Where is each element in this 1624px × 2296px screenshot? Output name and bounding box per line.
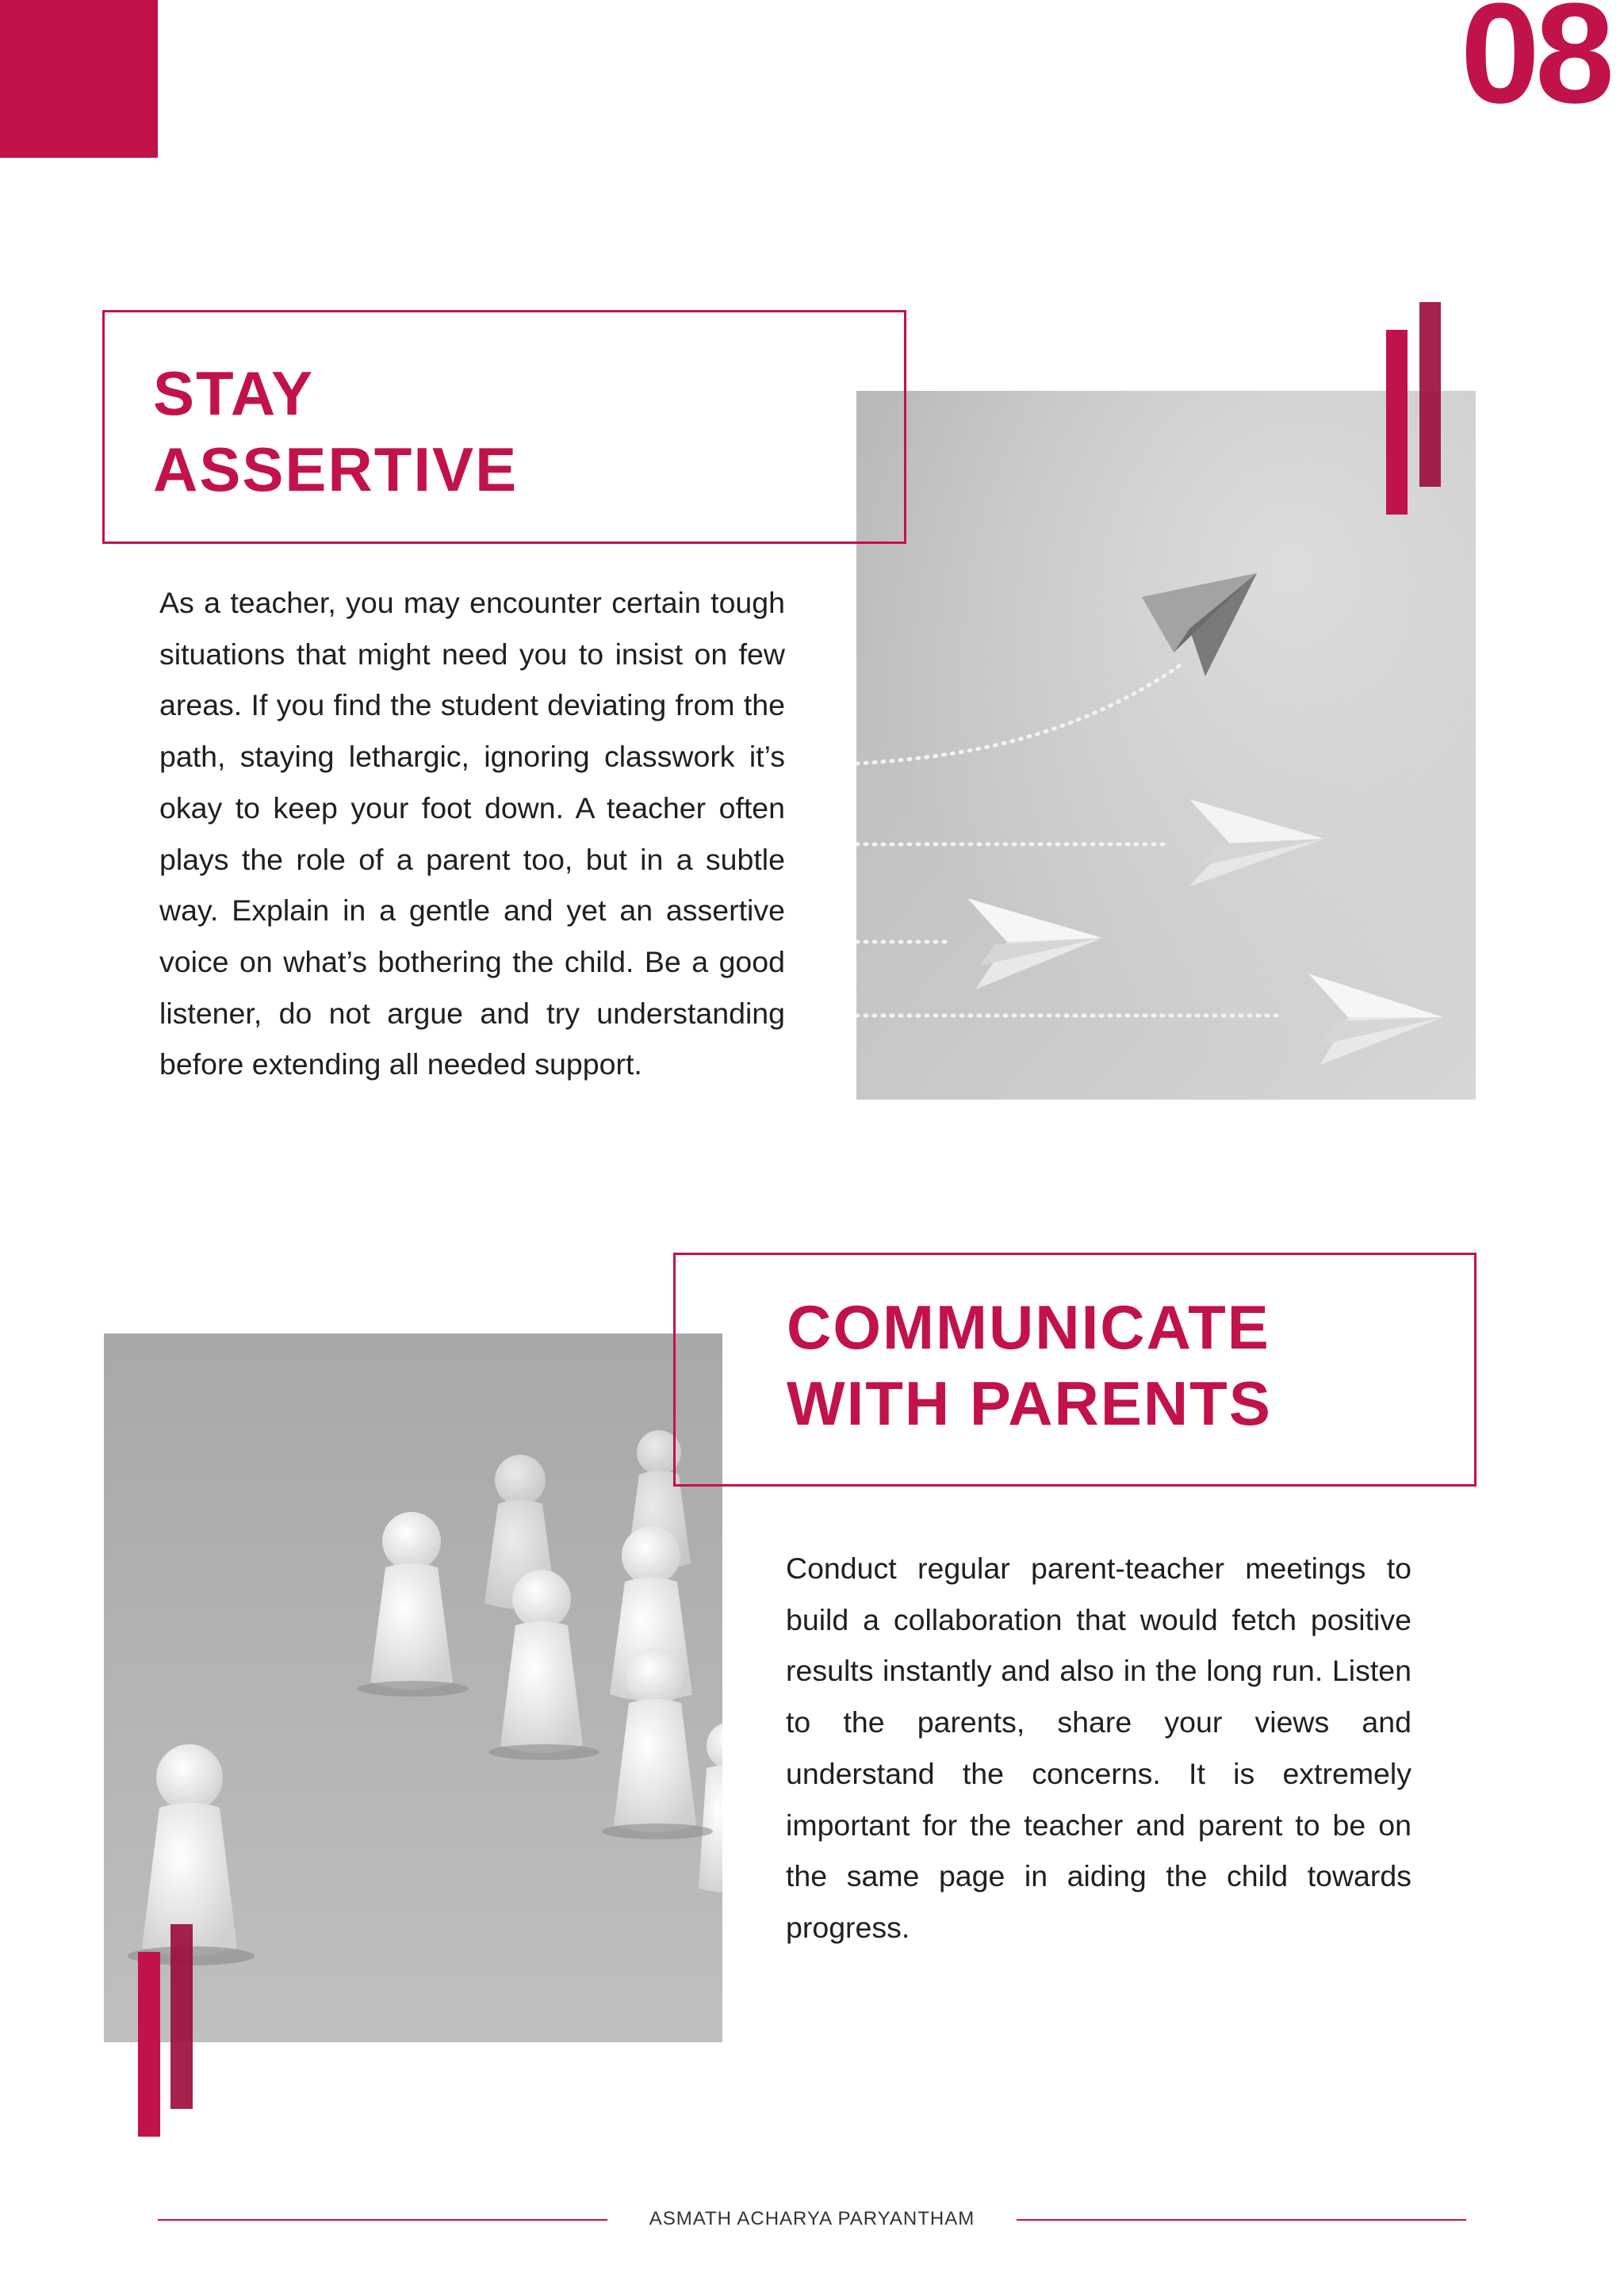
footer-text: ASMATH ACHARYA PARYANTHAM [649, 2208, 975, 2229]
accent-bar [170, 1924, 193, 2109]
accent-bar [138, 1952, 160, 2137]
heading-line: STAY [153, 358, 315, 428]
paper-planes-illustration [856, 391, 1476, 1100]
footer-rule-right [1017, 2219, 1466, 2221]
footer-rule-left [158, 2219, 607, 2221]
heading-line: WITH PARENTS [787, 1368, 1272, 1438]
stay-assertive-body: As a teacher, you may encounter certain tough situations that might need you to insist on few areas. If you find the student deviating from the path, staying lethargic, ignoring classwork it’s okay to keep your foot down. A teacher often plays the role of a parent too, but in a subtle way. Explain in a gentle and yet an assertive voice on what’s bothering the child. Be a good listener, do not argue and try understanding before extending all needed support. [159, 586, 785, 1081]
corner-accent-block [0, 0, 158, 158]
figurines-photo [104, 1334, 722, 2042]
accent-bar [1386, 330, 1408, 515]
communicate-body: Conduct regular parent-teacher meetings to build a collaboration that would fetch positive results instantly and also in the long run. Listen to the parents, share your views and understand the concerns. It is extremely important for the teacher and parent to be on the same page in aiding the child towards progress. [786, 1552, 1411, 1944]
communicate-heading [787, 1289, 1272, 1441]
stay-assertive-heading [153, 355, 518, 507]
page-number: 08 [1460, 0, 1610, 133]
heading-line: COMMUNICATE [787, 1292, 1270, 1362]
accent-bar [1419, 302, 1441, 487]
paper-planes-photo [856, 391, 1476, 1100]
heading-line: ASSERTIVE [153, 434, 519, 504]
figurines-illustration [104, 1334, 722, 2042]
